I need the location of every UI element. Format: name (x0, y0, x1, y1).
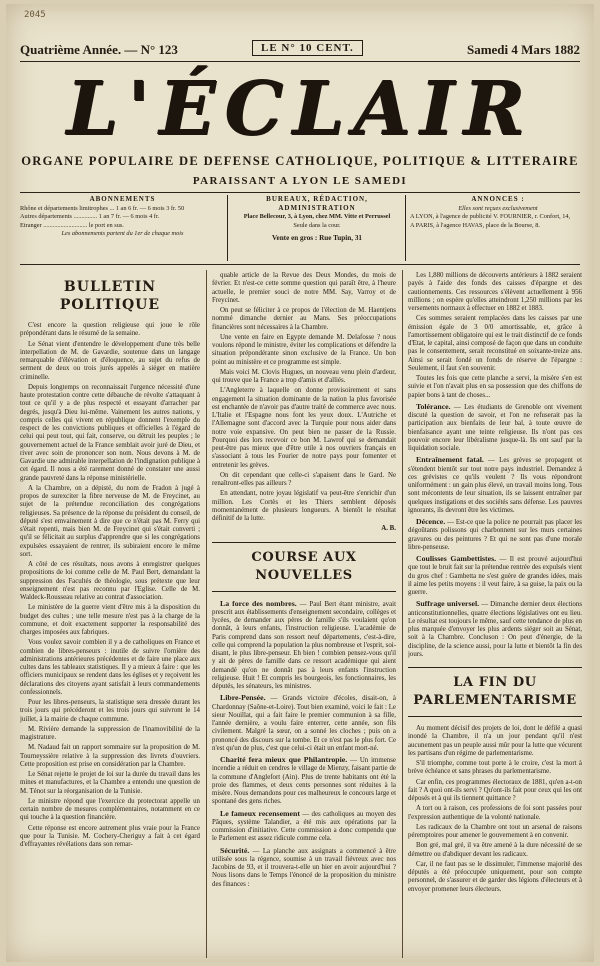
article-paragraph: On peut se féliciter à ce propos de l'élection de M. Haentjens nommé dimanche dernier au Mans. Ses préoccupations financières sont nécessaires à la Chambre. (212, 307, 396, 331)
news-item-title: Libre-Pensée. (220, 693, 266, 703)
news-item: Sécurité. — La planche aux assignats a commencé à être utilisée sous la régence, soumise à un travail fiévreux avec nos Jacobins de 93, et il trouvera-t-elle un hier en avoir aujourd'hui ? Nous lisons dans le Temps l'énoncé de la proposition du ministre des finances : (212, 845, 396, 888)
article-paragraph: Vous voulez savoir combien il y a de catholiques en France et combien de libres-penseurs : inutile de suivre l'ornière des administrations antérieures précédentes et de faire une place aux cultes dans les tableaux statistiques. Il y a mieux à faire : que les officiers municipaux se rendent dans les églises et y reçoivent les déclarations des citoyens ayant satisfait à leurs commandements confessionnels. (20, 639, 200, 696)
news-item: Charité fera mieux que Philantropie. — Un immense incendie a réduit en cendres le village de Mienzy, faisant partie de la commune d'Anglefort (Ain). Plus de trente habitants ont été la proie des flammes, et deux cents personnes sont réduites à la misère. Nous demandons pour ces malheureux le concours large et spontané des gens riches. (212, 755, 396, 806)
news-item-title: La force des nombres. (220, 598, 297, 608)
article-paragraph: quable article de la Revue des Deux Mondes, du mois de février. Et n'est-ce cette somme question qui paraît être, à l'heure actuelle, le premier souci de notre MM. Say, Varroy et de Freycinet. (212, 272, 396, 304)
offices-box (232, 195, 402, 261)
wholesale-line: Vente en gros : Rue Tupin, 31 (271, 234, 363, 243)
info-divider (405, 195, 406, 261)
article-paragraph: En attendant, notre joyau législatif va peut-être s'enrichir d'un million. Les Cortès et les Thiers semblent déposés momentanément de plusieurs longueurs. A bientôt le résultat définitif de la lutte. (212, 490, 396, 522)
article-paragraph: Les radicaux de la Chambre ont tout un arsenal de raisons péremptoires pour amener le gouvernement à en convenir. (408, 823, 582, 839)
offices-address: Place Bellecour, 3, à Lyon, chez MM. Vitte et Perrussel (243, 213, 391, 221)
bulletin-signature: A. B. (381, 525, 396, 533)
article-paragraph: A côté de ces résultats, nous avons à enregistrer quelques propositions de loi comme celle de M. Paul Bert, demandant la suppression des Facultés de théologie, sous prétexte que leur enseignement n'est pas reconnu par l'Eglise. Celle de M. Waldeck-Rousseau relative au contrat d'association. (20, 561, 200, 601)
news-item-title: Charité fera mieux que Philantropie. (220, 755, 348, 764)
newspaper-page (6, 4, 594, 962)
bulletin-heading: BULLETIN POLITIQUE (59, 279, 161, 313)
subscriptions-heading: ABONNEMENTS (89, 195, 156, 203)
news-item: La force des nombres. — Paul Bert étant ministre, avait prescrit aux établissements d'enseignement secondaire, collèges et lycées, de demander aux pères de famille s'ils voulaient qu'on donnât, à leurs enfants, l'instruction religieuse. L'académie de Paris comprend dans son ressort neuf départements, c'est-à-dire, celle qui comprend la population la plus nombreuse et l'esprit, soi-disant, le plus libre-penseur. Eh bien ! combien pensez-vous qu'il y ait de pères de famille dans ce ressort académique qui aient demandé qu'on ne donnât pas à leurs enfants l'instruction religieuse. Huit ! Et compris les bourgeois, les fonctionnaires, les députés, les sénateurs, les ministres. (212, 598, 396, 690)
news-item-title: Sécurité. (220, 845, 250, 855)
news-item-text: Les grèves se propagent et s'étendent bientôt sur tout notre pays industriel. Demandez à ces grévistes ce qu'ils veulent ? Ils vous répondront uniformément : un gain plus élevé, un travail moins long. Tous sont mécontents de leur situation, ils se laissent entraîner par quelques instigations et des sociétés sans défense. Les pauvres ignorants, ils devront être les victimes. (408, 457, 582, 514)
news-item: Coulisses Gambettistes. — Il est prouvé aujourd'hui que tout le bruit fait sur la prétendue rentrée des expulsés vient du gros chef : Gambetta ne s'est guère de grandes idées, mais il aime les petits moyens : il veut faire, à sa guise, la paix ou la guerre. (408, 554, 582, 596)
advertising-note: Elles sont reçues exclusivement (458, 204, 538, 212)
article-paragraph: Bon gré, mal gré, il va être amené à la dure nécessité de se démettre ou d'abdiquer devant les radicaux. (408, 842, 582, 858)
article-paragraph: Ces sommes seraient remplacées dans les caisses par une émission égale de 3 0/0 amortissable, et, grâce à l'amortissement obligatoire qui est le trait distinctif de ce fonds d'Etat, le capital, ainsi composé de façon que dans un conduite pas le consentement, serait reconstitué en soixante-treize ans. Ainsi se serait fondé un fonds de réserve de l'épargne : Seulement, il faut s'en souvenir. (408, 315, 582, 372)
news-item-text: La planche aux assignats a commencé à être utilisée sous la régence, soumise à un travail fiévreux avec nos Jacobins de 93, et il trouvera-t-elle un hier en avoir aujourd'hui ? Nous lisons dans le Temps l'énoncé de la proposition du ministre des finances : (212, 847, 396, 888)
subscription-line: Etranger ............................ le port en sus. (20, 221, 124, 229)
column-bulletin (20, 272, 200, 956)
masthead-title: L'ÉCLAIR (66, 66, 534, 152)
article-paragraph: On dit cependant que celle-ci s'apaisent dans le Gard. Ne renaîtront-elles pas ailleurs ? (212, 471, 396, 487)
column-right (408, 272, 582, 956)
article-paragraph: Mais voici M. Clovis Hugues, un nouveau venu plein d'ardeur, qui trouve que la France a trop d'amis et d'alliés. (212, 368, 396, 384)
news-item: Suffrage universel. — Dimanche dernier deux élections anticonstitutionnelles, quatre élections législatives ont eu lieu. Le résultat est toujours le même, sauf cette tendance de plus en plus marquée d'envoyer les plus ardents siéger soit au Sénat, soit à la Chambre. Concluson : On peut d'énergie, de la discipline, de la science aussi, pour la lutte et bientôt la fin des jours. (408, 599, 582, 658)
subscription-note: Les abonnements partent du 1er de chaque mois (61, 230, 184, 238)
article-paragraph: Le ministre répond que l'exercice du protectorat appelle un certain nombre de mesures complémentaires, notamment en ce qui touche à la question financière. (20, 797, 200, 822)
advertising-box (410, 195, 586, 261)
news-item: Libre-Pensée. — Grands victoire d'écoles, disait-on, à Chardonnay (Saône-et-Loire). Tout bien examiné, voici le fait : Le sieur Nouillat, qui a fait faire le premier communion à sa fille, l'année dernière, a voulu faire enterrer, cette année, son fils civilement. Malgré la sœur, on a sonné les cloches ; puis on a prononcé des discours sur la tombe. Et ce n'est pas le plus fort. Ce n'est qu'un de plus, c'est que celui-ci était un enfant mort-né. (212, 693, 396, 752)
news-item-text: Un immense incendie a réduit en cendres le village de Mienzy, faisant partie de la commune d'Anglefort (Ain). Plus de trente habitants ont été la proie des flammes, et deux cents personnes sont réduites à la misère. Nous demandons pour ces malheureux le concours large et spontané des gens riches. (212, 757, 396, 806)
article-paragraph: Depuis longtemps on reconnaissait l'urgence nécessité d'une haute protestation contre cette débauche de révolte s'attaquant à tout ce qu'il y a de plus respecté et essayant d'arracher par degrés, jusqu'à Dieu lui-même. Vainement les autres nations, y compris celles qui vivent en république donnent l'exemple du respect de les convictions publiques et officielles à l'égard de celui qui peut tout, qui fait, conserve, ou détruit les peuples ; le gouvernement actuel de la France semblait avoir juré de Dieu, et river avec soin de prononcer son nom. Nous devons à M. de Gavardie une admirable interpellation de l'indignation publique à cet égard. Il nous a été rarement donné de constater une aussi grande pauvreté dans la réponse ministérielle. (20, 383, 200, 482)
article-paragraph: A tort ou à raison, ces professions de foi sont passées pour l'expression authentique de la volonté nationale. (408, 805, 582, 821)
subscriptions-box (20, 195, 225, 261)
article-paragraph: Le Sénat rejette le projet de loi sur la durée du travail dans les mines et manufactures, et la Chambre a entendu une question de M. Ténot sur la réorganisation de la Tunisie. (20, 771, 200, 795)
article-paragraph: Car, il ne faut pas se le dissimuler, l'immense majorité des députés a été préoccupée uniquement, pour son compte personnel, de s'assurer et de garder des légions d'électeurs et à envoyer promener leurs électeurs. (408, 860, 582, 893)
news-item-text: Paul Bert étant ministre, avait prescrit aux établissements d'enseignement secondaire, collèges et lycées, de demander aux pères de famille s'ils voulaient qu'on donnât, à leurs enfants, l'instruction religieuse. L'académie de Paris comprend dans son ressort neuf départements, c'est-à-dire, celle qui comprend la population la plus nombreuse et l'esprit, soi-disant, le plus libre-penseur. Eh bien ! combien pensez-vous qu'il y ait de pères de famille dans ce ressort académique qui aient demandé qu'on ne donnât pas à leurs enfants l'instruction religieuse. Huit ! Et compris les bourgeois, les fonctionnaires, les députés, les sénateurs, les ministres. (212, 600, 396, 690)
info-bottom-rule (20, 264, 580, 265)
article-paragraph: A la Chambre, on a dépisté, du nom de Fradon à jugé à propos de surexciter la fibre nerveuse de M. de Freycinet, au sujet de la prétendue reconciliation des congrégations religieuses. Sa présence de la réponse du président du conseil, de député s'est emvainement à dire que ce n'était pas M. Ferry qui s'était repenti, mais bien M. de Freycinet qui s'était converti ; qu'il se félicitait au surplus d'apprendre que si les congrégations expulsées essayaient de rentrer, ils subiraient encore le même sort. (20, 484, 200, 558)
article-paragraph: M. Nadaud fait un rapport sommaire sur la proposition de M. Tourneyssière relative à la suppression des livrets d'ouvriers. Cette proposition est prise en considération par la Chambre. (20, 744, 200, 768)
issue-number: Quatrième Année. — N° 123 (20, 42, 178, 57)
article-paragraph: L'Angleterre à laquelle on donne provisoirement et sans engagement la situation dominante de la nation la plus favorisée est enchantée de n'avoir pas d'autre traité de commerce avec nous. L'Italie et l'Espagne nous font les yeux doux. L'Autriche et l'Allemagne sont d'accord avec la Turquie pour nous aider dans notre voie expansive. On peut bien ne passer de la Russie. Pourquoi des lors recevoir ce bon M. Lawrof qui se demandait peut-être pas mieux que d'être utile à nos ouvriers français en s'associant à tous les Fourier de notre pays pour fomenter et entretenir les grèves. (212, 387, 396, 469)
top-rule (20, 61, 580, 62)
article-paragraph: Car enfin, ces programmes électoraux de 1881, qu'en a-t-on fait ? A quoi ont-ils servi ? Qu'ont-ils fait pour ceux qui les ont déposés et à qui ils tiennent quittance ? (408, 778, 582, 802)
news-item-title: Le fameux recensement (220, 808, 300, 818)
article-paragraph: Au moment décisif des projets de loi, dont le défilé a quasi inondé la Chambre, il n'a un jour pendant qu'il n'est aucunement pas un peuple aussi mûr pour la lutte que vécurent les partisans d'un régime de parlementarisme. (408, 725, 582, 757)
column-divider (402, 270, 403, 958)
news-item: Le fameux recensement — des catholiques au moyen des Pâques, système Talandier, a été mis aux opérations par la commission d'initiative. Cette commission a donc compendu que le Parlement est assez ridicule comme cela. (212, 808, 396, 843)
article-paragraph: Cette réponse est encore autrement plus vraie pour la France que pour la Tunisie. M. Cochery-Cheriguy a fait à cet égard d'effrayantes révélations dans son remar- (20, 824, 200, 848)
issue-line (20, 42, 580, 58)
news-item-title: Suffrage universel. (416, 599, 480, 609)
issue-price: LE N° 10 CENT. (252, 40, 363, 56)
news-item: Tolérance. — Les étudiants de Grenoble ont vivement discuté la question de savoir, et l'on ne refuserait pas la participation aux bienfaits de leur bal, à toute œuvre de bienfaisance ayant une teinte religieuse. Ils n'ont pas ces pouvoir encore leur libéralisme jusque-là. Ils ont sauf par la liquidation sociale. (408, 401, 582, 452)
news-item-text: Il est prouvé aujourd'hui que tout le bruit fait sur la prétendue rentrée des expulsés vient du gros chef : Gambetta ne s'est guère de grandes idées, mais il aime les petits moyens : il veut faire, à sa guise, la paix ou la guerre. (408, 556, 582, 596)
info-divider (227, 195, 228, 261)
news-item-text: Est-ce que la police ne pourrait pas placer les dégoûtants polissons qui charbonnent sur les murs certaines gravures ou des peintures ? Et qui ne sont pas d'une morale libre-penseuse. (408, 519, 582, 551)
nouvelles-heading: COURSE AUX NOUVELLES (212, 542, 396, 592)
article-paragraph: Le ministère de la guerre vient d'être mis à la disposition du budget des cultes ; une telle mesure n'est pas à la charge de la commune, et doit exactement supporter la responsabilité des charges imposées aux fabriques. (20, 604, 200, 636)
article-paragraph: Une vente en faire en Egypte demande M. Delafosse ? nous voulons répond le ministre, éviter les complications et défendre la situation prépondérante sinon exclusive de la France. Un bon point au ministère et ce programme est simple. (212, 333, 396, 366)
news-item: Entraînement fatal. — Les grèves se propagent et s'étendent bientôt sur tout notre pays industriel. Demandez à ces grévistes ce qu'ils veulent ? Ils vous répondront uniformément : un gain plus élevé, un travail moins long. Tous sont mécontents de leur situation, ils se laissent entraîner par quelques instigations et des sociétés sans défense. Les pauvres ignorants, ils devront être les victimes. (408, 455, 582, 514)
news-item-text: Dimanche dernier deux élections anticonstitutionnelles, quatre élections législatives ont eu lieu. Le résultat est toujours le même, sauf cette tendance de plus en plus marquée d'envoyer les plus ardents siéger soit au Sénat, soit à la Chambre. Concluson : On peut d'énergie, de la discipline, de la science aussi, pour la lutte et bientôt la fin des jours. (408, 601, 582, 658)
news-item-text: Les étudiants de Grenoble ont vivement discuté la question de savoir, et l'on ne refuserait pas la participation aux bienfaits de leur bal, à toute œuvre de bienfaisance ayant une teinte religieuse. Ils n'ont pas ces pouvoir encore leur libéralisme jusque-là. Ils ont sauf par la liquidation sociale. (408, 403, 582, 452)
news-item-title: Décence. (416, 517, 446, 526)
article-paragraph: Le Sénat vient d'entendre le développement d'une très belle interpellation de M. de Gavardie, soutenue dans un langage remarquable d'élévation et d'éloquence, au sujet du refus de serment de deux ou trois jurés appelés à siéger en matière criminelle. (20, 340, 200, 381)
advertising-lyon: A LYON, à l'agence de publicité V. FOURNIER, r. Confort, 14, (410, 213, 571, 221)
parlementarisme-heading: LA FIN DU PARLEMENTARISME (408, 667, 582, 717)
masthead-tagline: PARAISSANT A LYON LE SAMEDI (192, 175, 408, 187)
column-divider (206, 270, 207, 958)
column-middle (212, 272, 396, 956)
news-item-title: Tolérance. (416, 401, 451, 411)
news-item: Décence. — Est-ce que la police ne pourrait pas placer les dégoûtants polissons qui charbonnent sur les murs certaines gravures ou des peintures ? Et qui ne sont pas d'une morale libre-penseuse. (408, 517, 582, 551)
article-paragraph: Toutes les fois que cette planche a servi, la misère s'en est suivie et l'on n'avait plus en sa possession que des chiffons de papier bons à tant de choses... (408, 375, 582, 399)
issue-date: Samedi 4 Mars 1882 (466, 42, 580, 57)
advertising-paris: A PARIS, à l'agence HAVAS, place de la Bourse, 8. (410, 221, 540, 229)
masthead-subtitle: ORGANE POPULAIRE DE DEFENSE CATHOLIQUE, POLITIQUE & LITTERAIRE (21, 154, 579, 168)
news-item-text: Grands victoire d'écoles, disait-on, à Chardonnay (Saône-et-Loire). Tout bien examiné, voici le fait : Le sieur Nouillat, qui a fait faire le premier communion à sa fille, l'année dernière, a voulu faire enterrer, cette année, son fils civilement. Malgré la sœur, on a sonné les cloches ; puis on a prononcé des discours sur la tombe. Et ce n'est pas le plus fort. Ce n'est qu'un de plus, c'est que celui-ci était un enfant mort-né. (212, 695, 396, 752)
subscription-line: Autres départements ............... 1 an 7 fr. — 6 mois 4 fr. (20, 213, 160, 221)
news-item-title: Coulisses Gambettistes. (416, 554, 497, 563)
advertising-heading: ANNONCES : (471, 195, 525, 203)
archive-stamp: 2045 (24, 10, 46, 20)
article-paragraph: S'il triomphe, comme tout porte à le croire, c'est la mort à brève échéance et sans phrases du parlementarisme. (408, 760, 582, 776)
article-paragraph: Pour les libres-penseurs, la statistique sera dressée durant les trois jours qui précéderont et les trois jours qui suivront le 14 juillet, à la mairie de chaque commune. (20, 699, 200, 723)
offices-heading: BUREAUX, RÉDACTION, ADMINISTRATION (266, 195, 368, 212)
news-item-text: des catholiques au moyen des Pâques, système Talandier, a été mis aux opérations par la commission d'initiative. Cette commission a donc compendu que le Parlement est assez ridicule comme cela. (212, 810, 396, 843)
subscription-line: Rhône et départements limitrophes ... 1 an 6 fr. — 6 mois 3 fr. 50 (20, 204, 185, 212)
article-paragraph: Les 1,880 millions de découverts antérieurs à 1882 seraient payés à l'aide des fonds des caisses d'épargne et des cautionnements. Ces ressources s'élèvent actuellement à 956 millions ; on espère qu'elles atteindront 1,250 millions par les versements normaux à effectuer en 1882 et 1883. (408, 272, 582, 312)
info-top-rule (20, 192, 580, 193)
article-paragraph: C'est encore la question religieuse qui joue le rôle prépondérant dans le résumé de la semaine. (20, 322, 200, 338)
news-item-title: Entraînement fatal. (416, 455, 484, 465)
offices-note: Seule dans la cour. (293, 221, 341, 229)
article-paragraph: M. Rivière demande la suppression de l'inamovibilité de la magistrature. (20, 725, 200, 741)
